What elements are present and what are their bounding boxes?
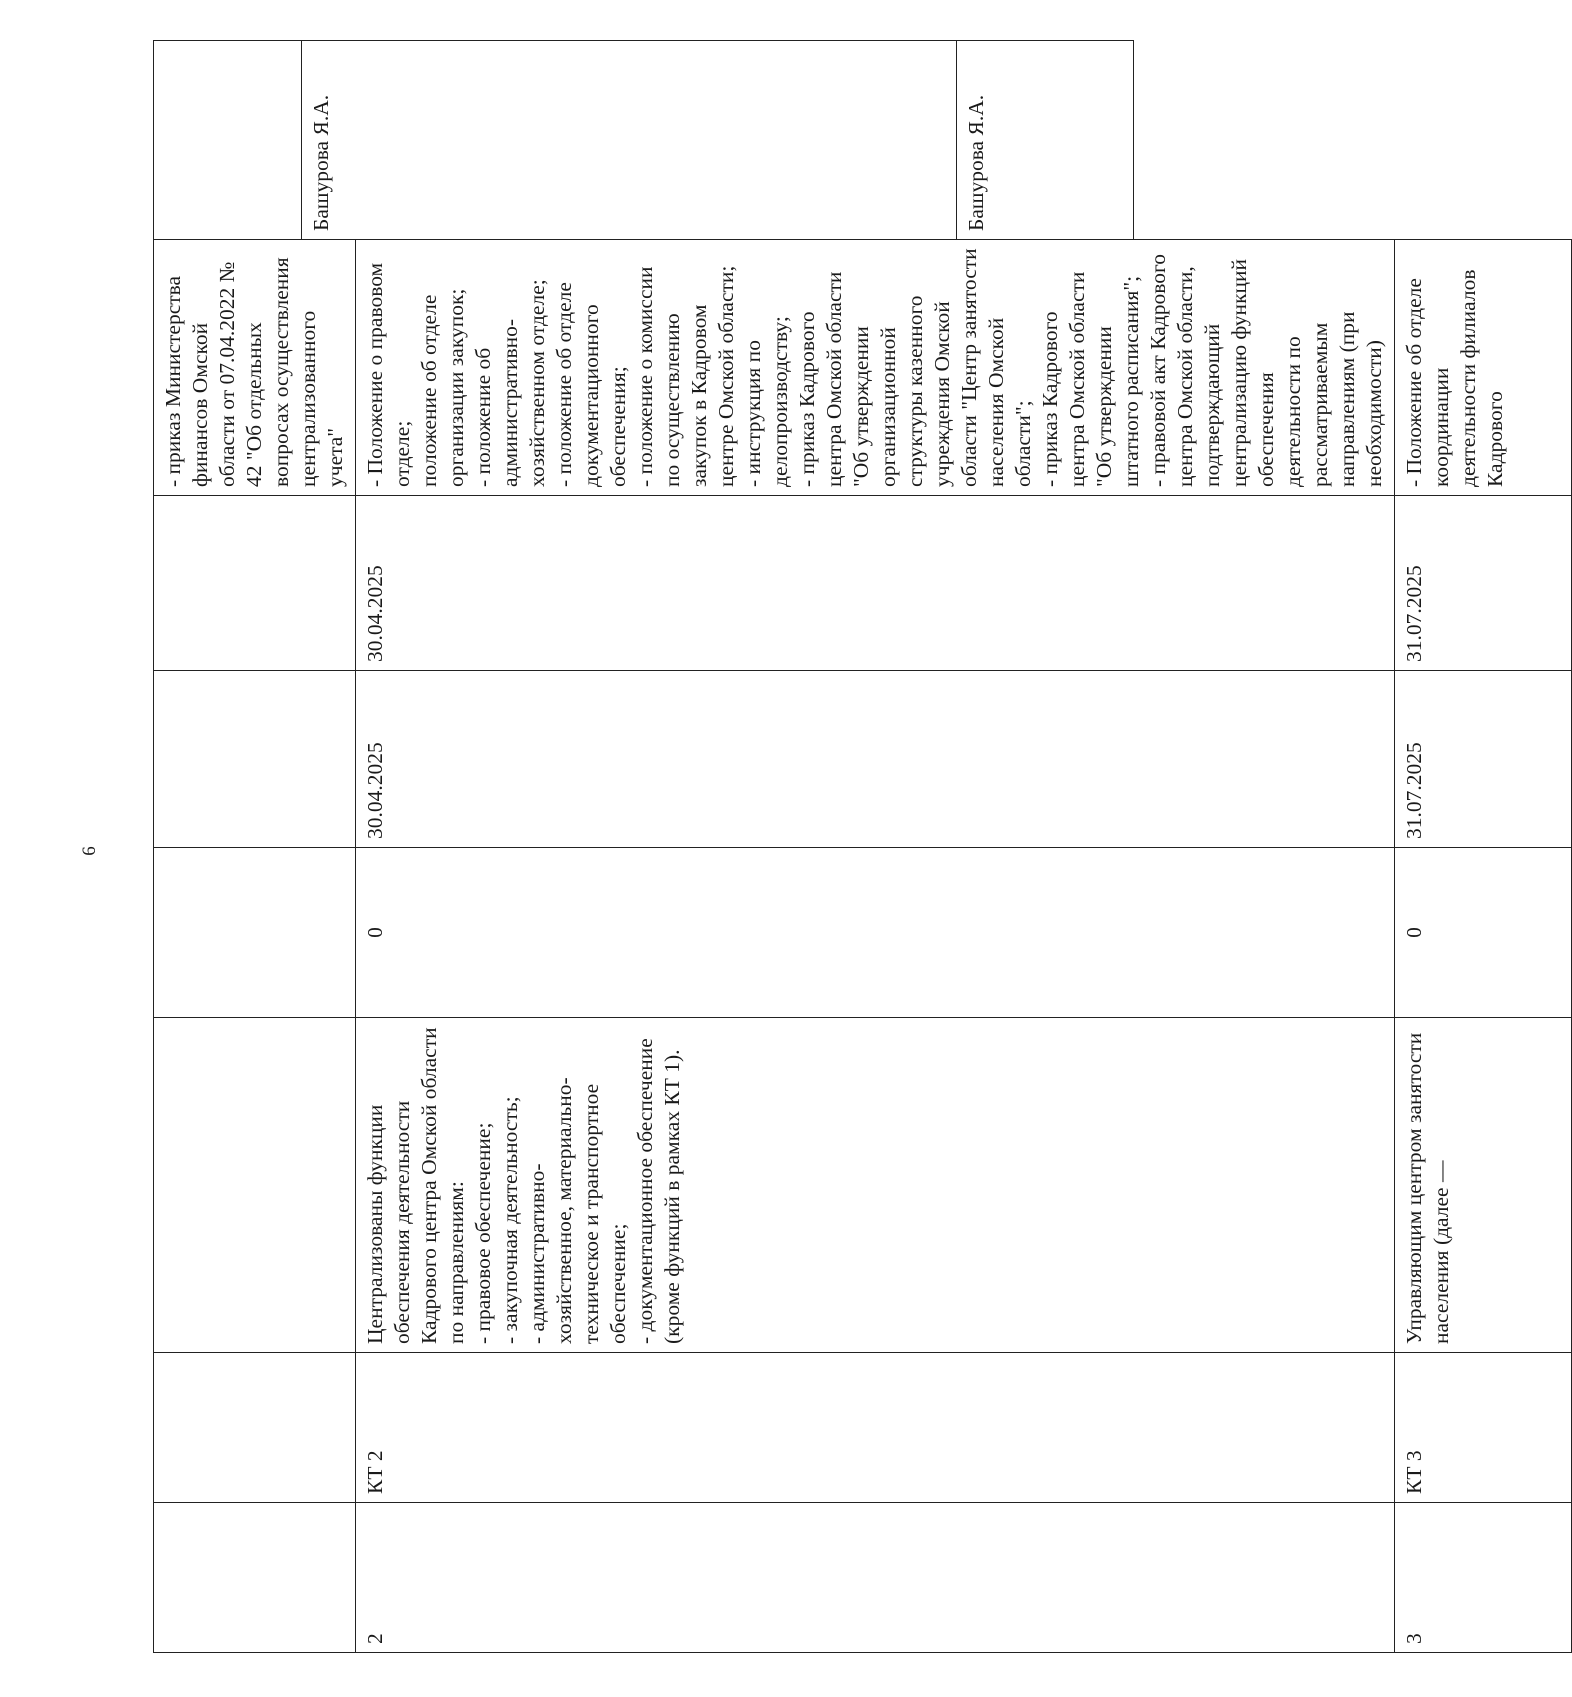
cell-num: 3 — [1395, 1503, 1572, 1653]
cell-date-end: 30.04.2025 — [356, 496, 1395, 671]
cell-responsible — [154, 41, 302, 240]
responsible-table — [153, 40, 1134, 240]
cell-document: - Положение об отделе координации деятельности филиалов Кадрового — [1395, 240, 1572, 496]
cell-date-start: 31.07.2025 — [1395, 671, 1572, 848]
cell-description: Централизованы функции обеспечения деятельности Кадрового центра Омской области по направлениям: - правовое обеспечение; - закупочная деятельность; - административно-хозяйственное, материально-техническое и транспортное обеспечение; - документационное обеспечение (кроме функций в рамках КТ 1). — [356, 1018, 1395, 1353]
cell-code: КТ 3 — [1395, 1353, 1572, 1503]
cell-code: КТ 2 — [356, 1353, 1395, 1503]
cell-date-start: 30.04.2025 — [356, 671, 1395, 848]
table-row — [957, 41, 1134, 240]
cell-document: - Положение о правовом отделе; положение об отделе организации закупок; - положение об административно-хозяйственном отделе; - положение об отделе документационного обеспечения; - положение о комиссии по осуществлению закупок в Кадровом центре Омской области; - инструкция по делопроизводству; - приказ Кадрового центра Омской области "Об утверждении организационной структуры казенного учреждения Омской области "Центр занятости населения Омской области"; - приказ Кадрового центра Омской области "Об утверждении штатного расписания"; - правовой акт Кадрового центра Омской области, подтверждающий централизацию функций обеспечения деятельности по рассматриваемым направлениям (при необходимости) — [356, 240, 1395, 496]
responsible-strip — [153, 40, 1133, 240]
cell-date-end: 31.07.2025 — [1395, 496, 1572, 671]
cell-responsible: Башурова Я.А. — [302, 41, 957, 240]
cell-value: 0 — [356, 848, 1395, 1018]
table-row — [302, 41, 957, 240]
cell-document: - приказ Министерства финансов Омской области от 07.04.2022 № 42 "Об отдельных вопросах осуществления централизованного учета" — [154, 240, 356, 496]
responsible-column-container — [153, 43, 1133, 1653]
cell-num: 2 — [356, 1503, 1395, 1653]
cell-responsible: Башурова Я.А. — [957, 41, 1134, 240]
cell-value: 0 — [1395, 848, 1572, 1018]
table-row — [154, 41, 302, 240]
page-number: 6 — [78, 846, 100, 856]
table-row — [1395, 240, 1572, 1653]
cell-description: Управляющим центром занятости населения (далее — — [1395, 1018, 1572, 1353]
